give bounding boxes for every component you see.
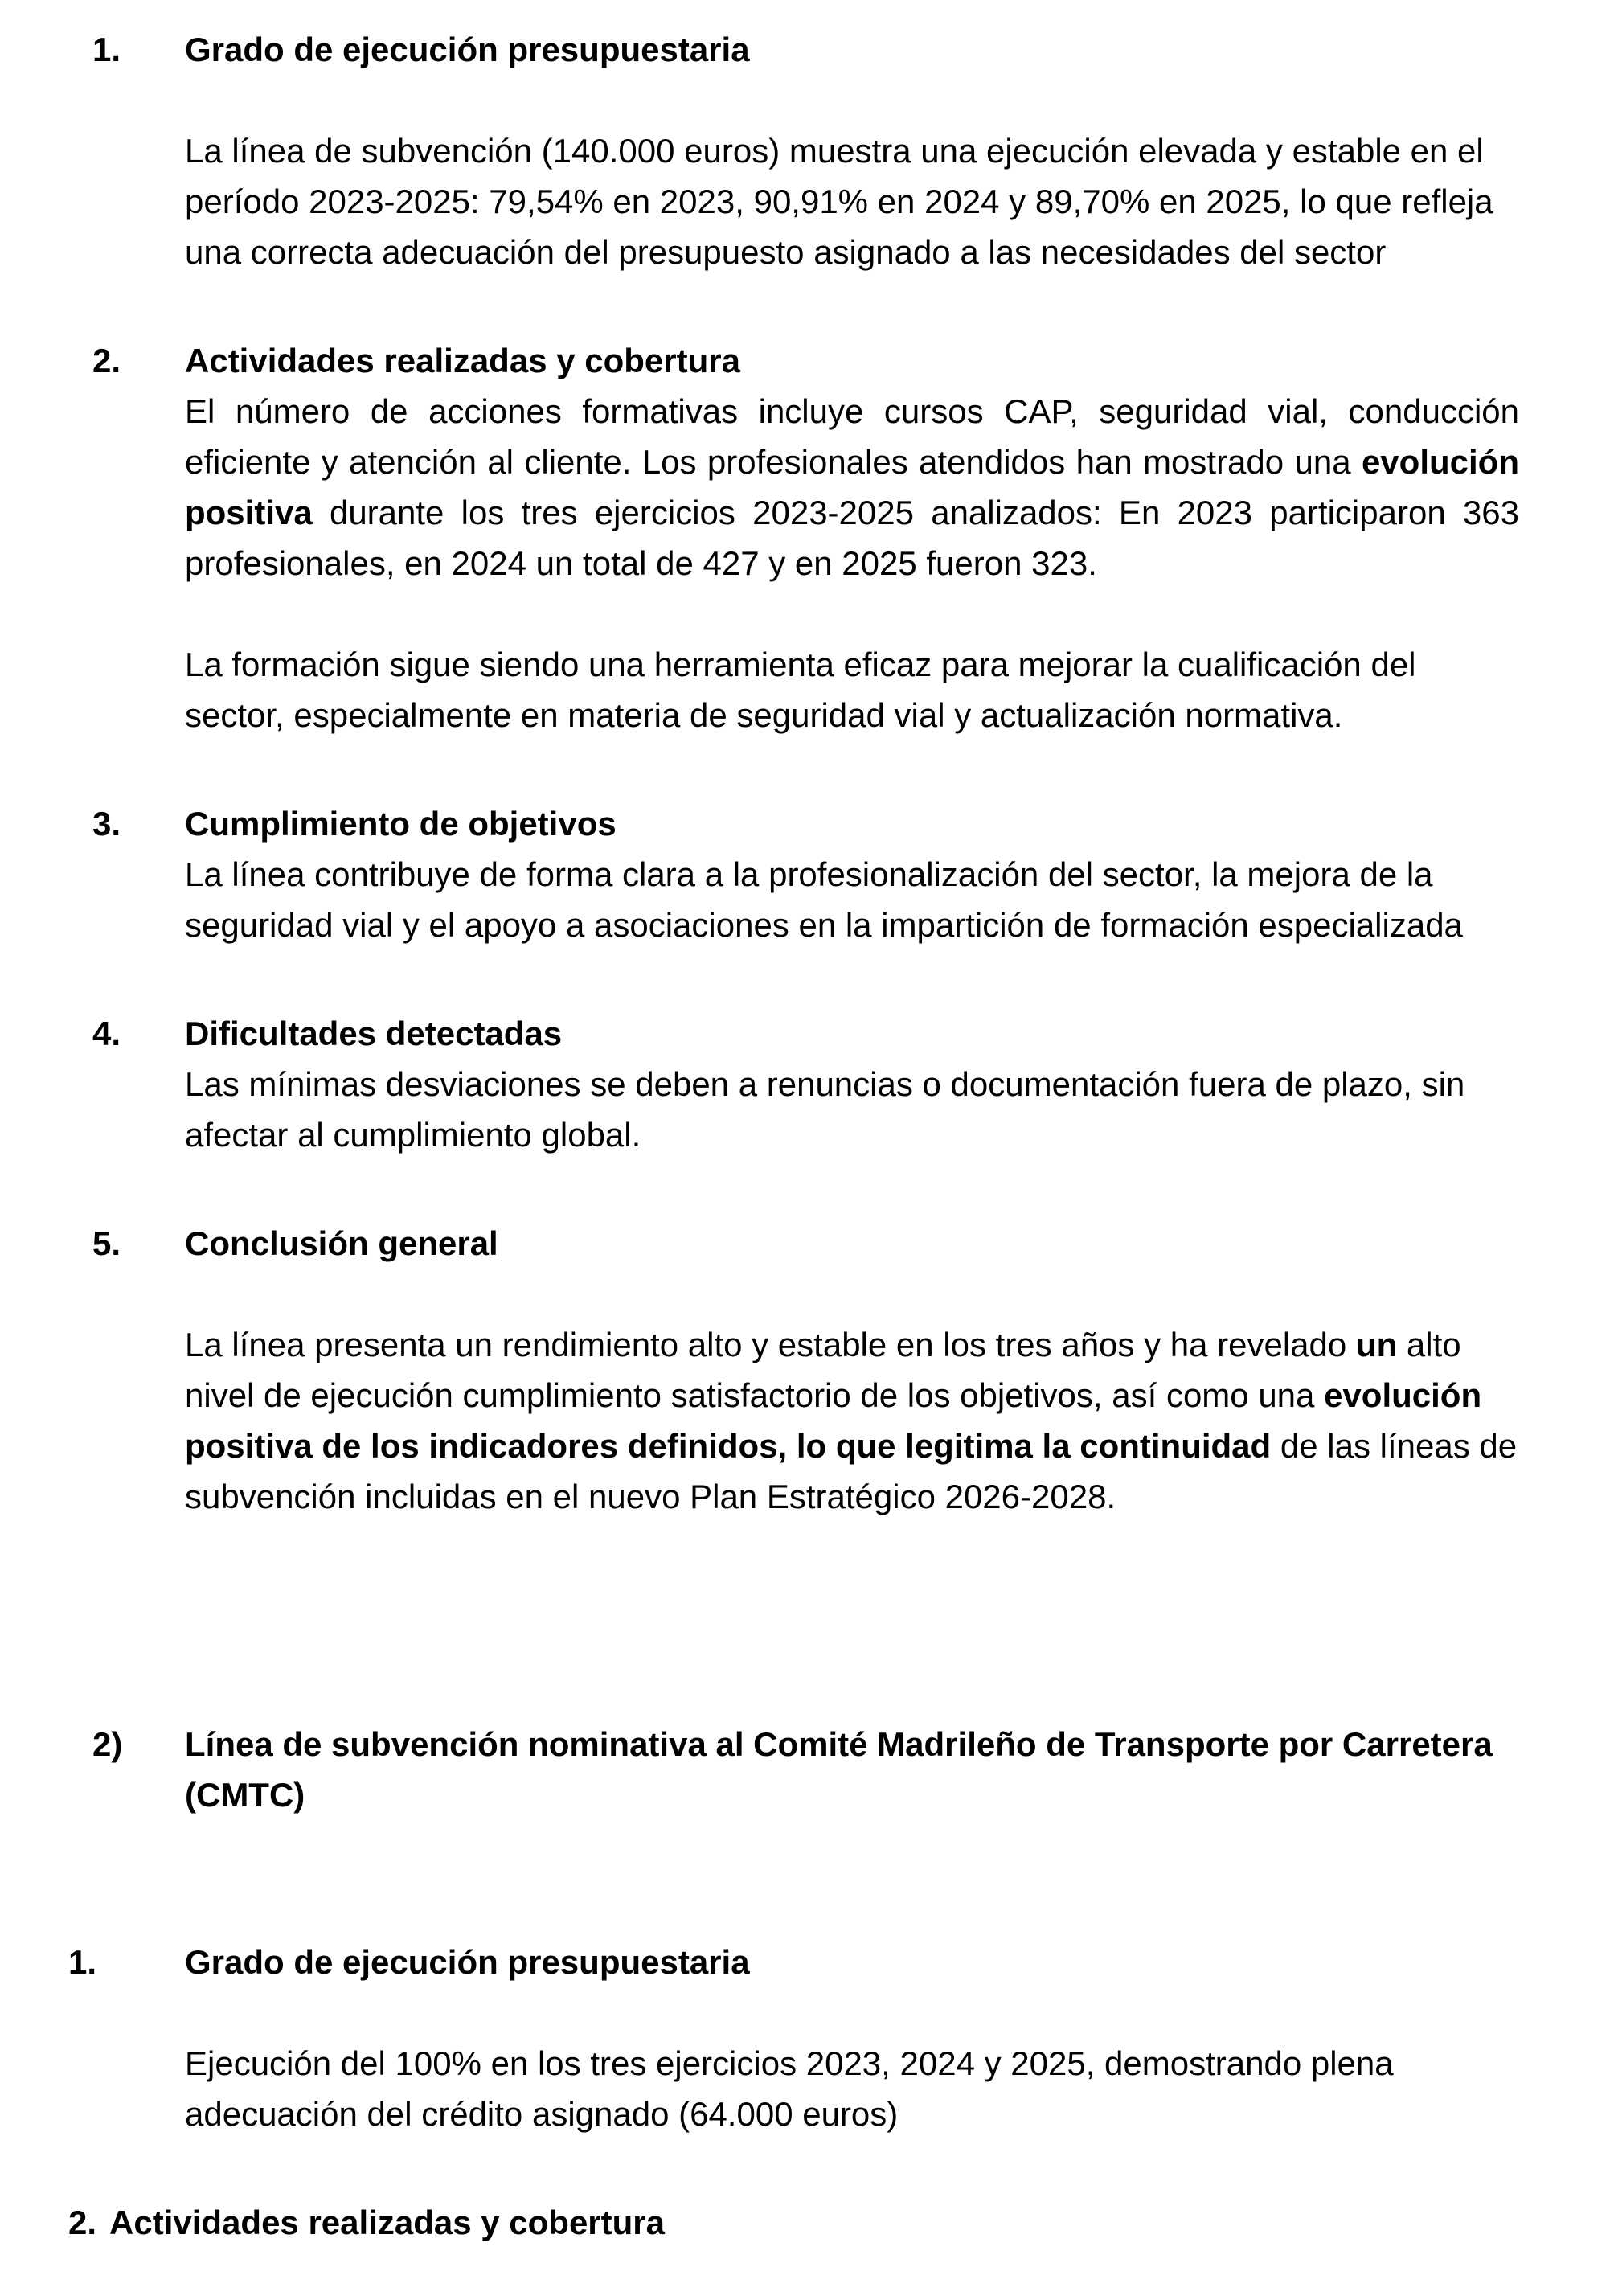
text-run: La línea de subvención (140.000 euros) muestra una ejecución elevada y estable en el período 2023-2025: 79,54% en 2023, 90,91% en 2024 y 89,70% en 2025, lo que refleja una correcta adecuación del presupuesto asignado a las necesidades del sector	[185, 132, 1493, 271]
text-run: El número de acciones formativas incluye cursos CAP, seguridad vial, conducción eficiente y atención al cliente. Los profesionales atendidos han mostrado una	[185, 392, 1519, 481]
paragraph	[185, 849, 1519, 950]
item-content	[185, 1719, 1519, 1820]
item-content	[185, 798, 1519, 950]
item-title: Dificultades detectadas	[185, 1015, 563, 1052]
item-content	[185, 1218, 1519, 1522]
item-number: 2.	[92, 342, 121, 379]
list-item-2	[92, 335, 1519, 740]
text-run: La línea contribuye de forma clara a la profesionalización del sector, la mejora de la seguridad vial y el apoyo a asociaciones en la impartición de formación especializada	[185, 855, 1463, 944]
item-title: Cumplimiento de objetivos	[185, 805, 617, 843]
paragraph	[185, 125, 1519, 277]
text-run: Las mínimas desviaciones se deben a renuncias o documentación fuera de plazo, sin afectar al cumplimiento global.	[185, 1065, 1465, 1154]
text-run: de las líneas de subvención incluidas en el nuevo Plan Estratégico 2026-2028.	[185, 1427, 1518, 1515]
sublist-item-1	[68, 1937, 1519, 2139]
item-title: Actividades realizadas y cobertura	[185, 342, 740, 379]
paragraph	[185, 386, 1519, 588]
section-2-heading	[92, 1719, 1519, 1820]
text-run: alto nivel de ejecución cumplimiento satisfactorio de los objetivos, así como una	[185, 1326, 1461, 1414]
item-title	[68, 2197, 1519, 2248]
text-run: La línea presenta un rendimiento alto y estable en los tres años y ha revelado	[185, 1326, 1356, 1363]
list-item-5	[92, 1218, 1519, 1522]
text-run: La formación sigue siendo una herramienta eficaz para mejorar la cualificación del sector, especialmente en materia de seguridad vial y actualización normativa.	[185, 646, 1416, 734]
item-content	[185, 1008, 1519, 1160]
text-run: durante los tres ejercicios 2023-2025 analizados: En 2023 participaron 363 profesionales, en 2024 un total de 427 y en 2025 fueron 323.	[185, 494, 1519, 582]
item-title: Grado de ejecución presupuestaria	[185, 1943, 750, 1981]
list-item-1	[92, 24, 1519, 277]
item-content	[185, 1937, 1519, 2139]
paragraph	[185, 639, 1519, 740]
item-title: Grado de ejecución presupuestaria	[185, 31, 750, 68]
text-run-bold: evolución positiva de los indicadores definidos, lo que legitima la continuidad	[185, 1376, 1482, 1465]
item-content	[185, 24, 1519, 277]
sublist-item-2	[68, 2197, 1519, 2248]
item-number: 1.	[92, 31, 121, 68]
item-content	[185, 335, 1519, 740]
text-run: Ejecución del 100% en los tres ejercicios 2023, 2024 y 2025, demostrando plena adecuación del crédito asignado (64.000 euros)	[185, 2044, 1394, 2133]
text-run-bold: un	[1355, 1326, 1398, 1363]
item-number: 5.	[92, 1224, 121, 1262]
text-run-bold: evolución positiva	[185, 443, 1519, 531]
list-item-4	[92, 1008, 1519, 1160]
item-number: 3.	[92, 805, 121, 843]
list-item-3	[92, 798, 1519, 950]
text-run: Actividades realizadas y cobertura	[109, 2204, 666, 2241]
item-title: Conclusión general	[185, 1224, 498, 1262]
item-number: 2)	[92, 1725, 123, 1763]
paragraph	[185, 1319, 1519, 1522]
item-number: 1.	[68, 1943, 97, 1981]
item-number: 2.	[68, 2204, 97, 2241]
paragraph	[185, 2038, 1519, 2139]
item-number: 4.	[92, 1015, 121, 1052]
section-title: Línea de subvención nominativa al Comité Madrileño de Transporte por Carretera (CMTC)	[185, 1725, 1493, 1814]
paragraph	[185, 1059, 1519, 1160]
